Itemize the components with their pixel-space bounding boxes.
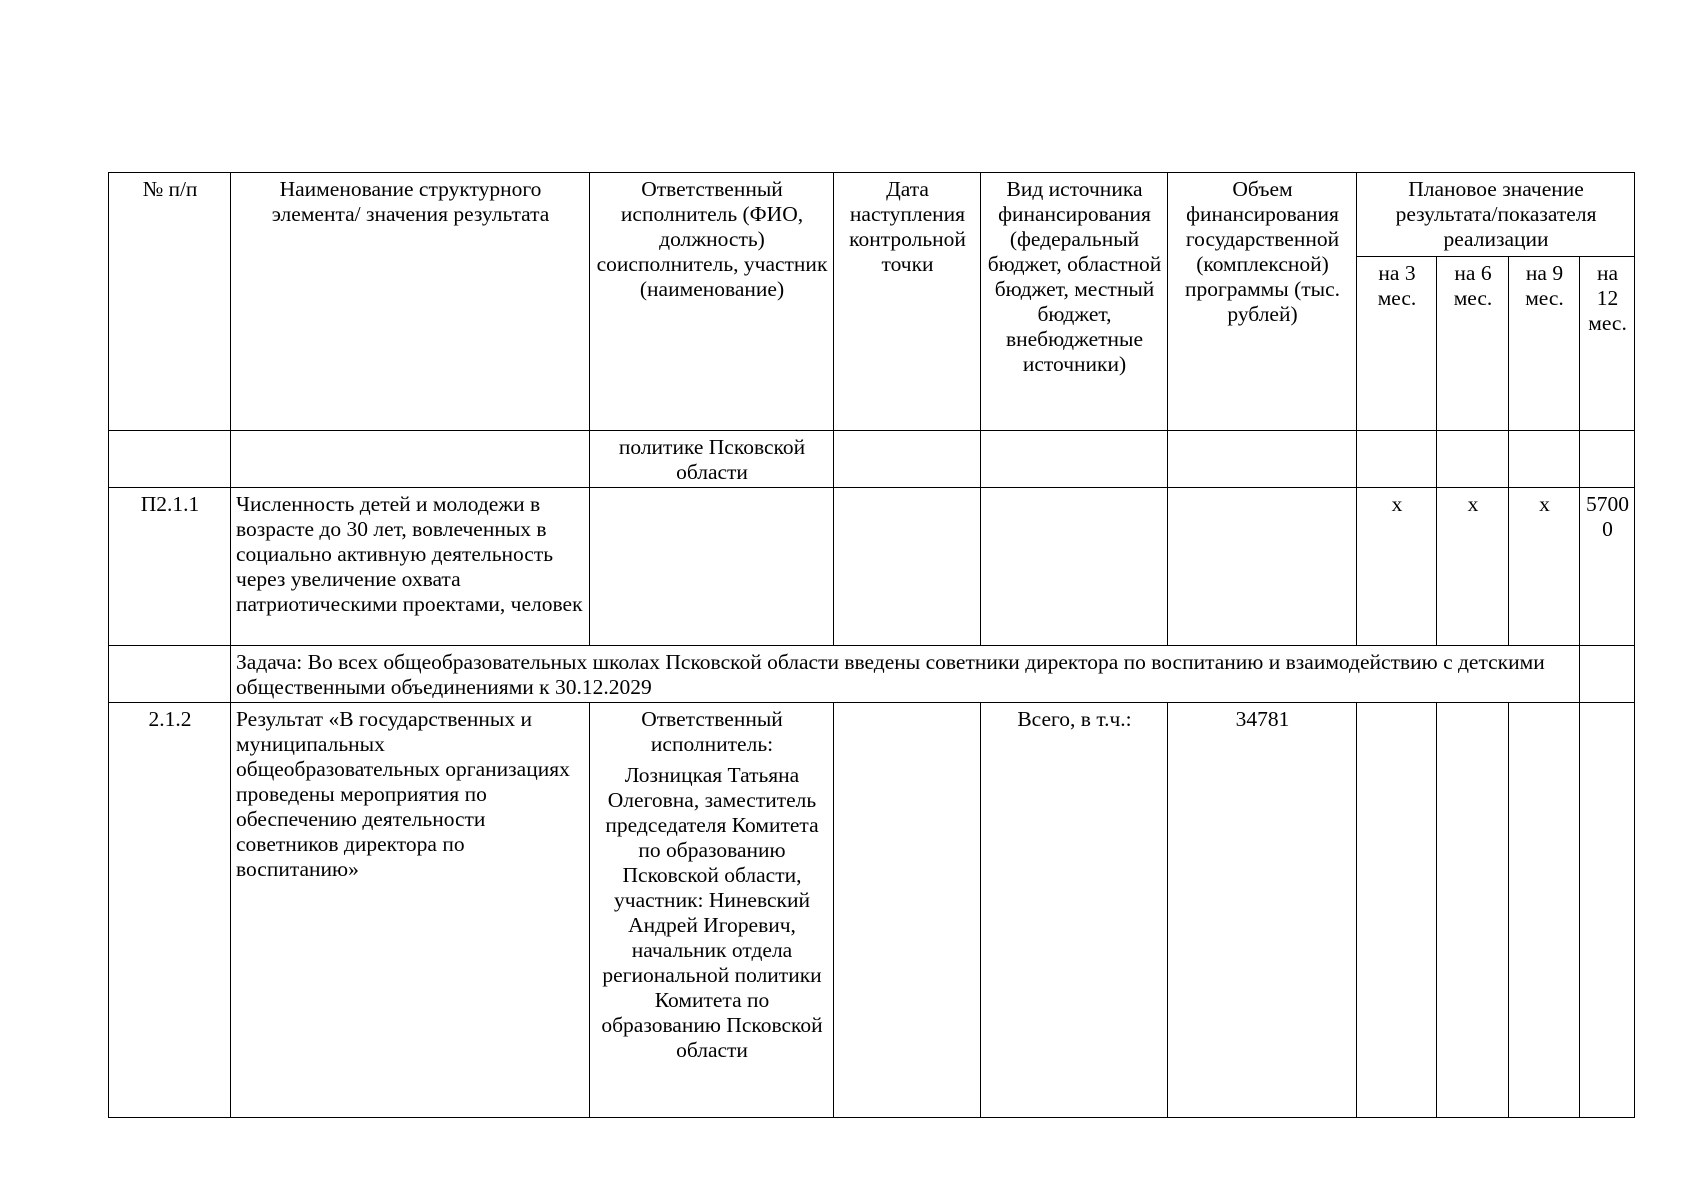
cell-source: Всего, в т.ч.: <box>981 703 1168 1118</box>
cell-num: П2.1.1 <box>109 488 231 646</box>
cell-volume: 34781 <box>1168 703 1357 1118</box>
cell-empty <box>1437 431 1509 488</box>
cell-empty <box>1580 703 1635 1118</box>
header-plan: Плановое значение результата/показателя реализации <box>1357 173 1635 257</box>
header-source: Вид источника финансирования (федеральный бюджет, областной бюджет, местный бюджет, внебюджетные источники) <box>981 173 1168 431</box>
program-table <box>108 172 1635 1118</box>
cell-empty <box>590 488 834 646</box>
table-row-212 <box>109 703 1635 1118</box>
cell-empty <box>109 646 231 703</box>
cell-empty <box>1168 488 1357 646</box>
cell-name: Численность детей и молодежи в возрасте до 30 лет, вовлеченных в социально активную деятельность через увеличение охвата патриотическими проектами, человек <box>231 488 590 646</box>
cell-empty <box>834 703 981 1118</box>
cell-empty <box>981 431 1168 488</box>
executor-label: Ответственный исполнитель: <box>641 707 783 756</box>
cell-empty <box>1357 431 1437 488</box>
table-row-continuation <box>109 431 1635 488</box>
cell-empty <box>1437 703 1509 1118</box>
cell-empty <box>109 431 231 488</box>
cell-empty <box>1509 431 1580 488</box>
header-volume: Объем финансирования государственной (комплексной) программы (тыс. рублей) <box>1168 173 1357 431</box>
header-executor: Ответственный исполнитель (ФИО, должность) соисполнитель, участник (наименование) <box>590 173 834 431</box>
cell-empty <box>1580 646 1635 703</box>
cell-m3: х <box>1357 488 1437 646</box>
cell-executor <box>590 703 834 1118</box>
cell-empty <box>1168 431 1357 488</box>
cell-empty <box>1580 431 1635 488</box>
cell-m12: 57000 <box>1580 488 1635 646</box>
header-m12: на 12 мес. <box>1580 257 1635 431</box>
executor-text: Лозницкая Татьяна Олеговна, заместитель председателя Комитета по образованию Псковской области, участник: Ниневский Андрей Игоревич, начальник отдела региональной политики Комитета по образованию Псковской области <box>601 763 823 1062</box>
header-name: Наименование структурного элемента/ значения результата <box>231 173 590 431</box>
cell-empty <box>231 431 590 488</box>
header-m3: на 3 мес. <box>1357 257 1437 431</box>
cell-empty <box>1357 703 1437 1118</box>
header-row <box>109 173 1635 257</box>
cell-empty <box>834 431 981 488</box>
cell-num: 2.1.2 <box>109 703 231 1118</box>
cell-empty <box>981 488 1168 646</box>
cell-m9: х <box>1509 488 1580 646</box>
cell-name: Результат «В государственных и муниципальных общеобразовательных организациях проведены мероприятия по обеспечению деятельности советников директора по воспитанию» <box>231 703 590 1118</box>
cell-empty <box>834 488 981 646</box>
table-row-task <box>109 646 1635 703</box>
cell-task: Задача: Во всех общеобразовательных школах Псковской области введены советники директора по воспитанию и взаимодействию с детскими общественными объединениями к 30.12.2029 <box>231 646 1580 703</box>
table-row-p211 <box>109 488 1635 646</box>
cell-executor-continuation: политике Псковской области <box>590 431 834 488</box>
header-m9: на 9 мес. <box>1509 257 1580 431</box>
cell-empty <box>1509 703 1580 1118</box>
cell-m6: х <box>1437 488 1509 646</box>
header-m6: на 6 мес. <box>1437 257 1509 431</box>
header-date: Дата наступления контрольной точки <box>834 173 981 431</box>
header-num: № п/п <box>109 173 231 431</box>
